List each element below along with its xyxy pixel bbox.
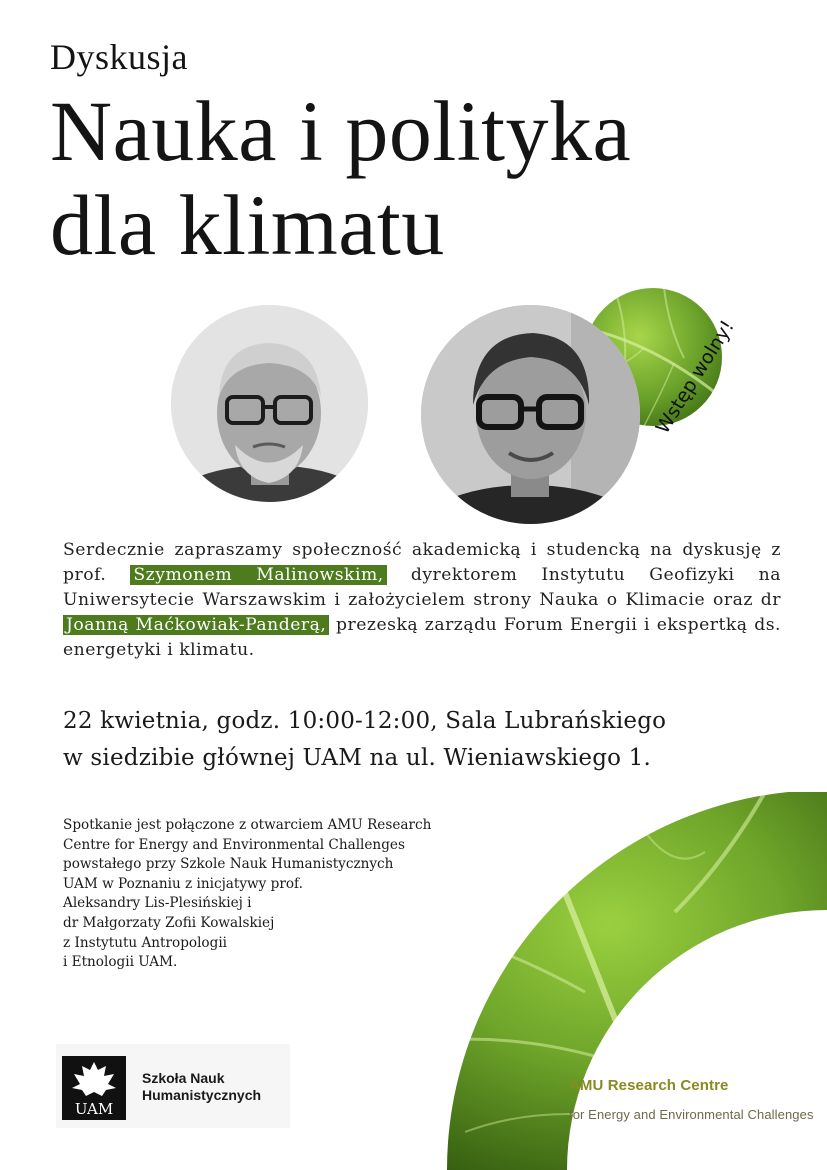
intro-text-3: prezeską zarządu Forum Energii i ekspertką ds. energetyki i klimatu. <box>63 615 781 660</box>
event-title <box>50 84 631 272</box>
note-line: i Etnologii UAM. <box>63 954 178 971</box>
speaker-1-name: Szymonem Malinowskim, <box>130 565 386 585</box>
note-line: UAM w Poznaniu z inicjatywy prof. <box>63 875 303 892</box>
free-entry-text: Wstęp wolny! <box>651 316 739 438</box>
research-centre-subtitle: for Energy and Environmental Challenges <box>569 1107 814 1122</box>
speaker-2-name: Joanną Maćkowiak-Panderą, <box>63 615 329 635</box>
research-centre-name: AMU Research Centre <box>569 1077 729 1094</box>
note-line: powstałego przy Szkole Nauk Humanistycznych <box>63 856 394 873</box>
place-line: w siedzibie głównej UAM na ul. Wieniawskiego 1. <box>63 745 652 771</box>
event-kicker: Dyskusja <box>50 37 188 77</box>
date-line: 22 kwietnia, godz. 10:00-12:00, Sala Lubrańskiego <box>63 708 667 734</box>
title-line-2: dla klimatu <box>50 177 445 273</box>
school-name-line-2: Humanistycznych <box>142 1087 262 1103</box>
intro-text-1: Serdecznie zapraszamy społeczność akademicką i studencką na dyskusję z prof. <box>63 540 781 585</box>
free-entry-badge <box>636 300 756 450</box>
intro-paragraph <box>63 538 781 663</box>
speaker-photo-1 <box>171 305 368 502</box>
note-line: dr Małgorzaty Zofii Kowalskiej <box>63 914 275 931</box>
note-line: Centre for Energy and Environmental Challenges <box>63 836 405 853</box>
note-line: z Instytutu Antropologii <box>63 934 228 951</box>
school-name <box>142 1070 261 1104</box>
eagle-emblem-icon <box>62 1056 126 1120</box>
uam-logo <box>62 1056 126 1120</box>
portrait-woman-icon <box>421 305 640 524</box>
title-line-1: Nauka i polityka <box>50 83 632 179</box>
note-line: Aleksandry Lis-Plesińskiej i <box>63 895 252 912</box>
uam-logo-text: UAM <box>74 1100 114 1118</box>
intro-text-2: dyrektorem Instytutu Geofizyki na Uniwersytecie Warszawskim i założycielem strony Nauka o Klimacie oraz dr <box>63 565 781 610</box>
speaker-photo-2 <box>421 305 640 524</box>
event-date-place <box>63 703 783 777</box>
opening-note <box>63 816 503 973</box>
portrait-man-icon <box>171 305 368 502</box>
school-name-line-1: Szkoła Nauk <box>142 1070 225 1086</box>
note-line: Spotkanie jest połączone z otwarciem AMU Research <box>63 817 432 833</box>
